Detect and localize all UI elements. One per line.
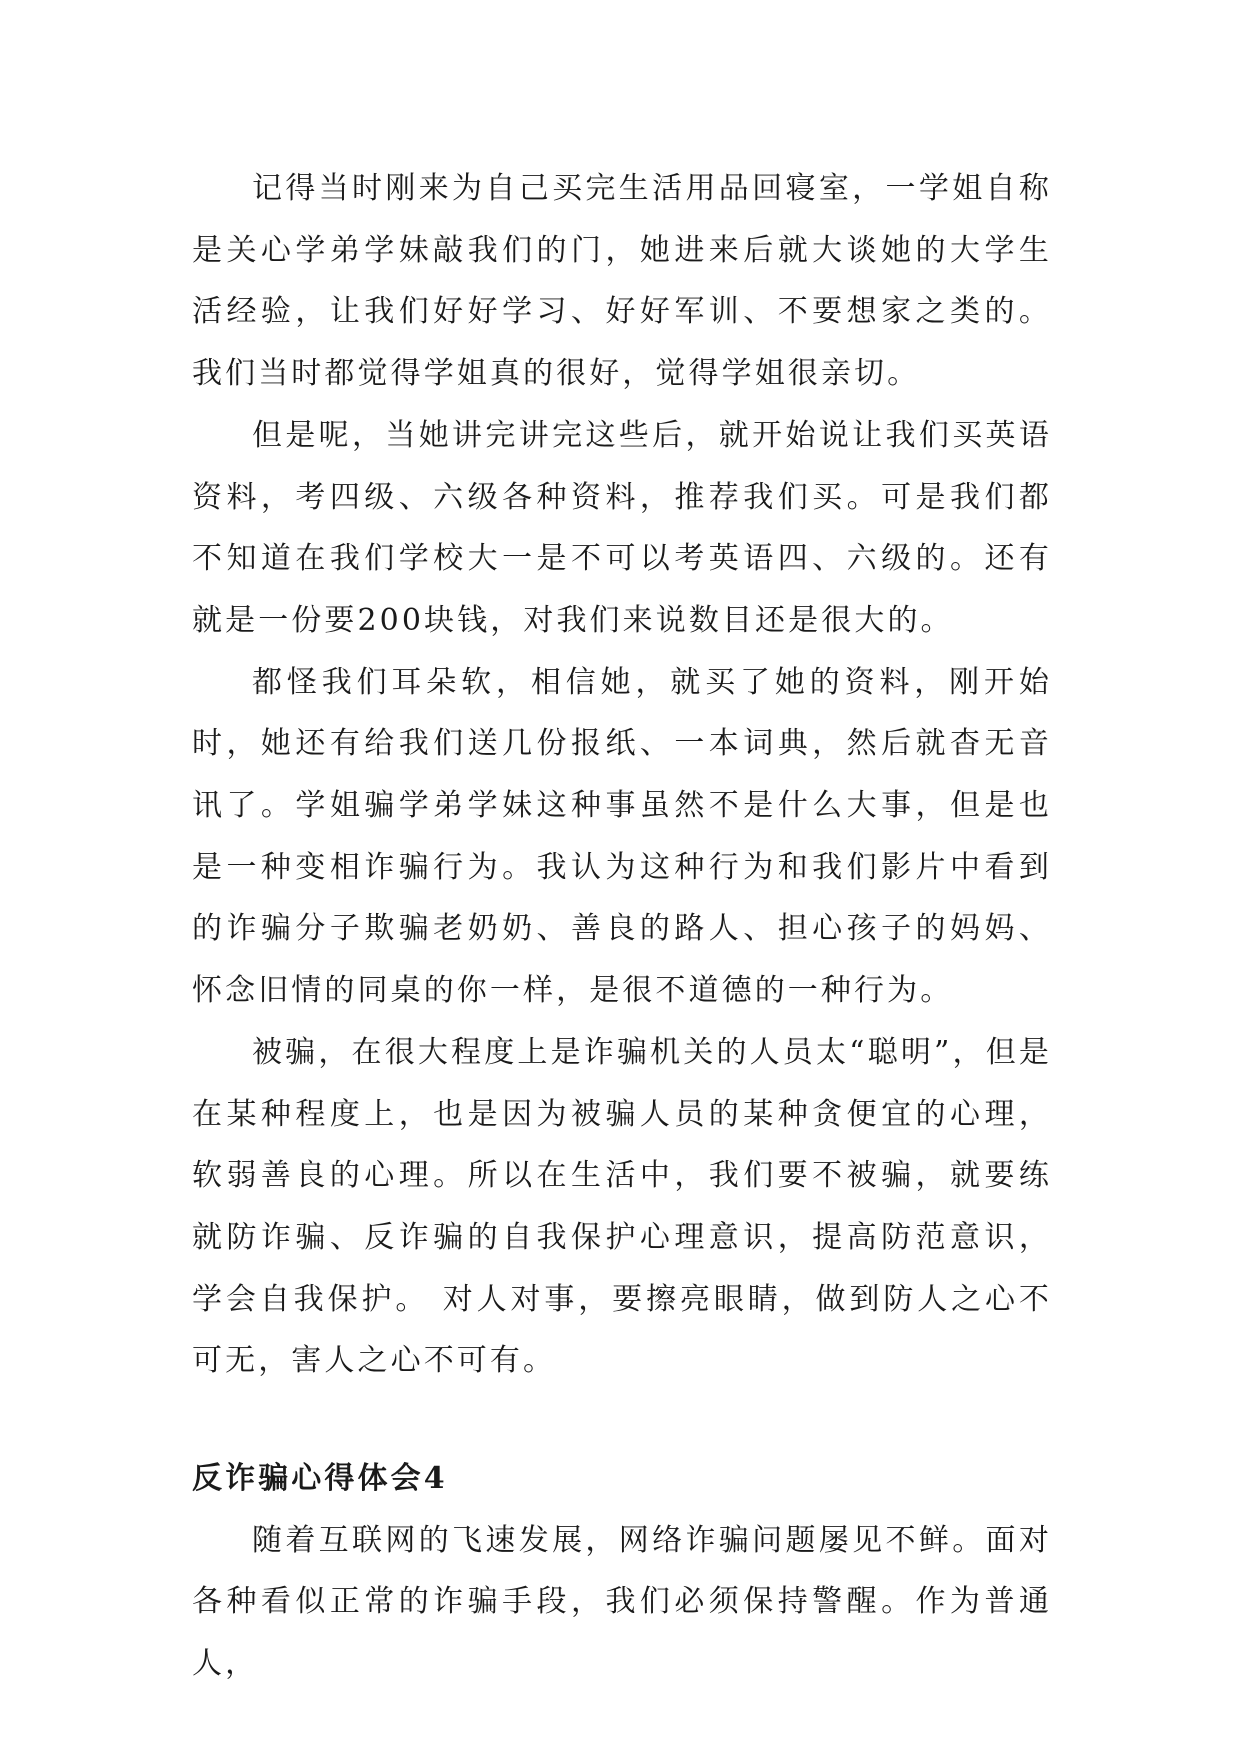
paragraph: 被骗，在很大程度上是诈骗机关的人员太“聪明”，但是在某种程度上，也是因为被骗人员的某种贪便宜的心理，软弱善良的心理。所以在生活中，我们要不被骗，就要练就防诈骗、反诈骗的自我保护心理意识，提高防范意识，学会自我保护。 对人对事，要擦亮眼睛，做到防人之心不可无，害人之心不可有。 (192, 1034, 1052, 1379)
paragraph: 记得当时刚来为自己买完生活用品回寝室，一学姐自称是关心学弟学妹敲我们的门，她进来后就大谈她的大学生活经验，让我们好好学习、好好军训、不要想家之类的。我们当时都觉得学姐真的很好，觉得学姐很亲切。 (192, 171, 1052, 392)
paragraph: 随着互联网的飞速发展，网络诈骗问题屡见不鲜。面对各种看似正常的诈骗手段，我们必须保持警醒。作为普通人， (192, 1522, 1052, 1682)
section-heading: 反诈骗心得体会4 (192, 1461, 448, 1497)
paragraph: 但是呢，当她讲完讲完这些后，就开始说让我们买英语资料，考四级、六级各种资料，推荐我们买。可是我们都不知道在我们学校大一是不可以考英语四、六级的。还有就是一份要200块钱，对我们来说数目还是很大的。 (192, 417, 1052, 638)
document-body (192, 158, 1052, 1695)
paragraph: 都怪我们耳朵软，相信她，就买了她的资料，刚开始时，她还有给我们送几份报纸、一本词典，然后就杳无音讯了。学姐骗学弟学妹这种事虽然不是什么大事，但是也是一种变相诈骗行为。我认为这种行为和我们影片中看到的诈骗分子欺骗老奶奶、善良的路人、担心孩子的妈妈、怀念旧情的同桌的你一样，是很不道德的一种行为。 (192, 664, 1052, 1009)
